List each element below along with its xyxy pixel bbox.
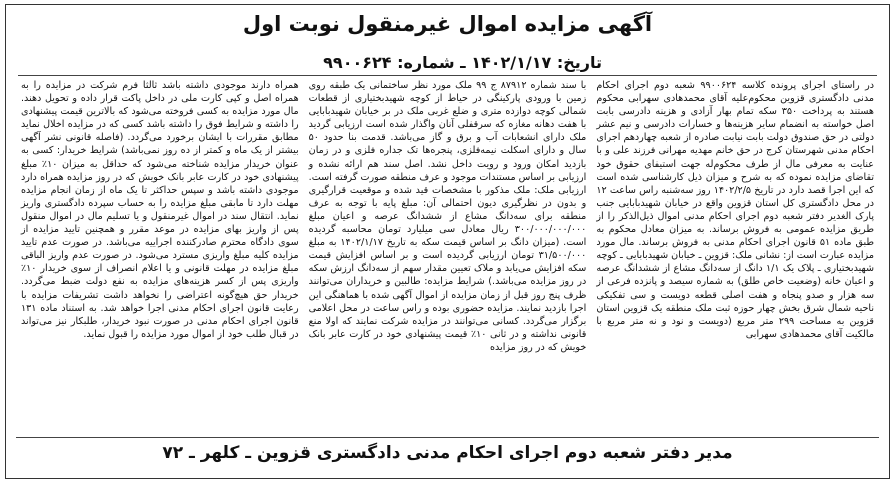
footer-divider [16,437,879,438]
column-right-text: در راستای اجرای پرونده کلاسه ۹۹۰۰۶۲۴ شعبه دوم اجرای احکام مدنی دادگستری قزوین محکوم‌علیه آقای محمدهادی سهرابی محکوم هستند به پرداخت ۳۵۰ سکه تمام بهار آزادی و هزینه دادرسی بابت اصل خواسته به انضمام سایر هزینه‌ها و خسارات دادرسی و نیم عشر دولتی در حق صندوق دولت بابت نیابت صادره از شعبه چهاردهم اجرای احکام مدنی شهرستان کرج در حق خانم مهدیه مهرانی فرزند علی و با عنایت به معرفی مال از طرف محکوم‌له جهت استیفای حقوق خود تقاضای مزایده نموده که به شرح و میزان ذیل کارشناسی شده است که این اجرا قصد دارد در تاریخ ۱۴۰۲/۲/۵ روز سه‌شنبه راس ساعت ۱۲ در محل دادگستری کل استان قزوین واقع در خیابان شهیدبابایی جنب پارک الغدیر دفتر شعبه دوم اجرای احکام مدنی اموال ذیل‌الذکر را از طریق مزایده عمومی به فروش برساند. به میزان معادل محکوم به طبق ماده ۵۱ قانون اجرای احکام مدنی به فروش برساند. مال مورد مزایده عبارت است از: نشانی ملک: قزوین ـ خیابان شهیدبابایی ـ کوچه شهیدبختیاری ـ پلاک یک ۱/۱ دانگ از سه‌دانگ مشاع از ششدانگ عرصه و اعیان خانه (وضعیت خاص طلق) به شماره سیصد و پانزده فرعی از سه هزار و صدو پنجاه و هفت اصلی قطعه دویست و سی تفکیکی ناحیه شمال شرق بخش چهار حوزه ثبت ملک منطقه یک قزوین استان قزوین به مساحت ۲۹۹ متر مربع (دویست و نود و نه متر مربع با مالکیت آقای محمدهادی سهرابی [596,80,875,340]
auction-notice [5,4,890,479]
column-left [16,79,304,431]
column-right [591,79,879,431]
column-middle-text: با سند شماره ۸۷۹۱۲ ج ۹۹ ملک مورد نظر ساختمانی یک طبقه روی زمین با ورودی پارکینگی در حیاط از کوچه شهیدبختیاری از قطعات شمالی کوچه دوازده متری و ضلع غربی ملک در بر خیابان شهیدبابایی با هفت دهانه مغازه که سرقفلی آنان واگذار شده است ارزیابی گردید ملک دارای انشعابات آب و برق و گاز می‌باشد. قدمت بنا حدود ۵۰ سال و دارای اسکلت نیمه‌فلزی، پنجره‌ها تک جداره فلزی و در زمان بازدید امکان ورود و رویت داخل نشد. اصل سند هم ارائه نشده و ارزیابی بر اساس مستندات موجود و عرف منطقه صورت گرفته است. ارزیابی ملک: ملک مذکور با مشخصات قید شده و موقعیت قرارگیری و بدون در نظرگیری دیون احتمالی آن: مبلغ پایه با توجه به عرف منطقه برای سه‌دانگ مشاع از ششدانگ عرصه و اعیان مبلغ ۳۰۰/۰۰۰/۰۰۰/۰۰۰ ریال معادل سی میلیارد تومان محاسبه گردیده است. (میزان دانگ بر اساس قیمت سکه به تاریخ ۱۴۰۲/۱/۱۷ به مبلغ ۳۱/۵۰۰/۰۰۰ تومان ارزیابی گردیده است و بر اساس افزایش قیمت سکه افزایش می‌یابد و ملاک تعیین مقدار سهم از سه‌دانگ ارزش سکه در روز مزایده می‌باشد.) شرایط مزایده: طالبین و خریداران می‌توانند ظرف پنج روز قبل از زمان مزایده از اموال آگهی شده با هماهنگی این اجرا بازدید نمایند. مزایده حضوری بوده و راس ساعت در محل اعلامی برگزار می‌گردد. کسانی می‌توانند در مزایده شرکت نمایند که اولا منع قانونی نداشته و در ثانی ۱۰٪ قیمت پیشنهادی خود در کارت عابر بانک خویش که در روز مزایده [308,80,587,353]
notice-title: آگهی مزایده اموال غیرمنقول نوبت اول [242,12,653,36]
date-and-number: تاریخ: ۱۴۰۲/۱/۱۷ ـ شماره: ۹۹۰۰۶۲۴ [323,53,602,72]
notice-body [16,79,879,431]
column-middle [304,79,592,431]
date-number-bar [18,53,877,76]
column-left-text: همراه دارند موجودی داشته باشد ثالثا فرم شرکت در مزایده را به همراه اصل و کپی کارت ملی در داخل پاکت قرار داده و تحویل دهند. مال مورد مزایده به کسی فروخته می‌شود که بالاترین قیمت پیشنهادی را داشته و شرایط فوق را داشته باشد کسی که در مزایده اخلال نماید مطابق مقررات با ایشان برخورد می‌گردد. (فاصله قانونی نشر آگهی بیشتر از یک ماه و کمتر از ده روز نمی‌باشد) شرایط خریدار: کسی به عنوان خریدار مزایده شناخته می‌شود که حداقل به میزان ۱۰٪ مبلغ پیشنهادی خود در کارت عابر بانک خویش که در روز مزایده همراه دارد موجودی داشته باشد و سپس حداکثر تا یک ماه از زمان انجام مزایده مهلت دارد تا مابقی مبلغ مزایده را به حساب سپرده دادگستری واریز نماید. انتقال سند در اموال غیرمنقول و یا تسلیم مال در اموال منقول پس از واریز بهای مزایده در موعد مقرر و همچنین تایید مزایده از سوی دادگاه محترم صادرکننده اجراییه می‌باشد. در صورت عدم تایید مزایده کلیه مبلغ واریزی مسترد می‌شود. در صورت عدم واریز الباقی مبلغ مزایده در مهلت قانونی و یا اعلام انصراف از سوی خریدار ۱۰٪ واریزی پس از کسر هزینه‌های مزایده به نفع دولت ضبط می‌گردد. خریدار حق هیچ‌گونه اعتراضی را نخواهد داشت تشریفات مزایده با رعایت قانون اجرای احکام مدنی اجرا خواهد شد. به استناد ماده ۱۳۱ قانون اجرای احکام مدنی در صورت نبود خریدار، طلبکار نیز می‌تواند در قبال طلب خود از اموال مورد مزایده را قبول نماید. [20,80,299,340]
footer-signature: مدیر دفتر شعبه دوم اجرای احکام مدنی دادگستری قزوین ـ کلهر ـ ۷۲ [162,443,733,463]
